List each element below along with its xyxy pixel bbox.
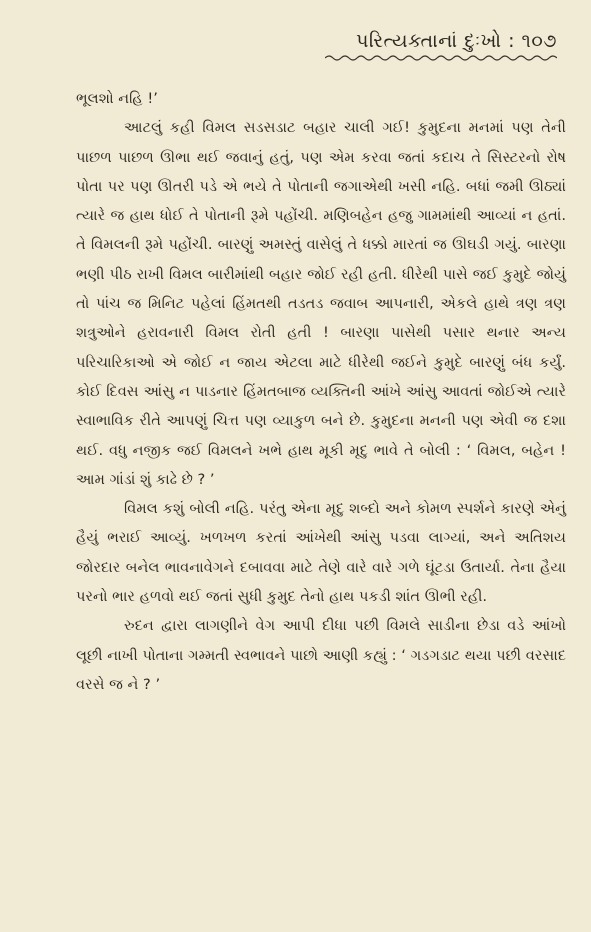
body-text (76, 84, 566, 699)
paragraph-continuation: ભૂલશો નહિ !’ (76, 90, 158, 107)
paragraph: આટલું કહી વિમલ સડસડાટ બહાર ચાલી ગઈ! કુમુદના મનમાં પણ તેની પાછળ પાછળ ઊભા થઈ જવાનું હતું, પણ એમ કરવા જતાં કદાચ તે સિસ્ટરનો રોષ પોતા પર પણ ઊતરી પડે એ ભયે તે પોતાની જગાએથી ખસી નહિ. બધાં જમી ઊઠ્યાં ત્યારે જ હાથ ધોઈ તે પોતાની રૂમે પહોંચી. મણિબહેન હજુ ગામમાંથી આવ્યાં ન હતાં. તે વિમલની રૂમે પહોંચી. બારણું અમસ્તું વાસેલું તે ધક્કો મારતાં જ ઊઘડી ગયું. બારણા ભણી પીઠ રાખી વિમલ બારીમાંથી બહાર જોઈ રહી હતી. ધીરેથી પાસે જઈ કુમુદે જોયું તો પાંચ જ મિનિટ પહેલાં હિંમતથી તડતડ જવાબ આપનારી, એકલે હાથે ત્રણ ત્રણ શત્રુઓને હરાવનારી વિમલ રોતી હતી ! બારણા પાસેથી પસાર થનાર અન્ય પરિચારિકાઓ એ જોઈ ન જાય એટલા માટે ધીરેથી જઈને કુમુદે બારણું બંધ કર્યું. કોઈ દિવસ આંસુ ન પાડનાર હિંમતબાજ વ્યક્તિની આંખે આંસુ આવતાં જોઈએ ત્યારે સ્વાભાવિક રીતે આપણું ચિત્ત પણ વ્યાકુળ બને છે. કુમુદના મનની પણ એવી જ દશા થઈ. વધુ નજીક જઈ વિમલને ખભે હાથ મૂકી મૃદુ ભાવે તે બોલી : ‘ વિમલ, બહેન ! આમ ગાંડાં શું કાઢે છે ? ’ (76, 119, 567, 488)
wavy-rule-ornament (325, 54, 557, 62)
paragraph: વિમલ કશું બોલી નહિ. પરંતુ એના મૃદુ શબ્દો અને કોમળ સ્પર્શને કારણે એનું હૈયું ભરાઈ આવ્યું. ખળખળ કરતાં આંખેથી આંસુ પડવા લાગ્યાં, અને અતિશય જોરદાર બનેલ ભાવનાવેગને દબાવવા માટે તેણે વારે વારે ગળે ઘૂંટડા ઉતાર્યા. તેના હૈયા પરનો ભાર હળવો થઈ જતાં સુધી કુમુદ તેનો હાથ પકડી શાંત ઊભી રહી. (76, 500, 566, 606)
page-header (325, 30, 557, 62)
running-title: પરિત્યક્તાનાં દુઃખો : ૧૦૭ (356, 30, 557, 52)
paragraph: રુદન દ્વારા લાગણીને વેગ આપી દીધા પછી વિમલે સાડીના છેડા વડે આંખો લૂછી નાખી પોતાના ગમ્મતી સ્વભાવને પાછો આણી કહ્યું : ‘ ગડગડાટ થયા પછી વરસાદ વરસે જ ને ? ’ (76, 617, 566, 693)
